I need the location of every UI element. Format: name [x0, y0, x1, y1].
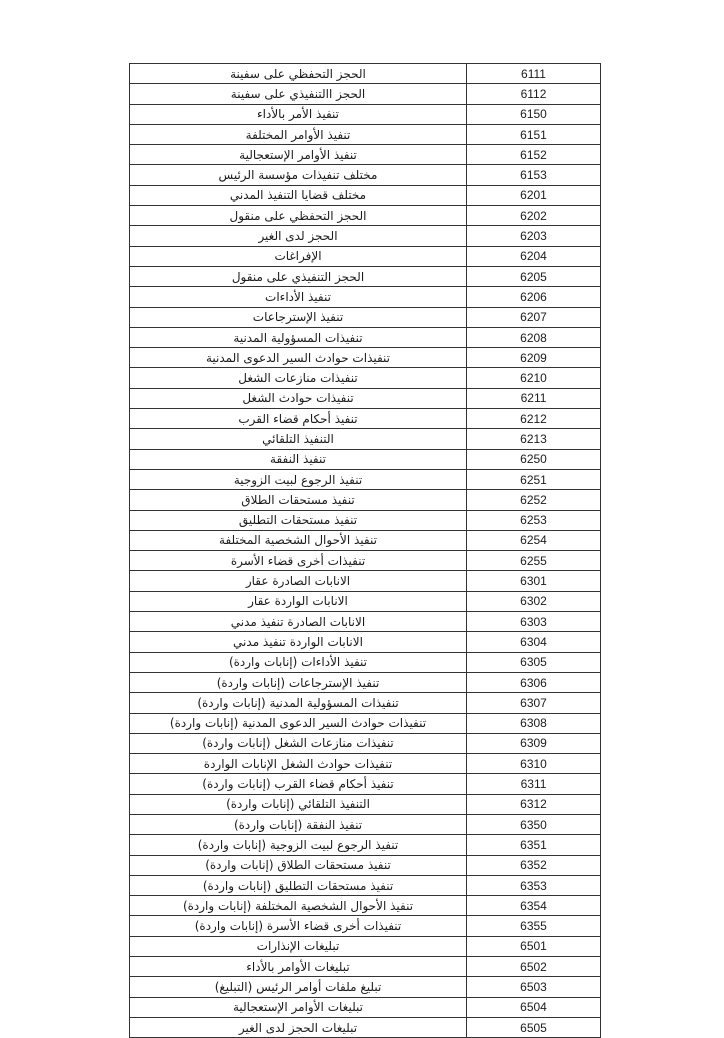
- procedure-code-cell: 6310: [467, 754, 601, 774]
- table-row: [130, 733, 601, 753]
- table-row: [130, 571, 601, 591]
- procedure-label-cell: الحجز االتنفيذي على سفينة: [130, 84, 467, 104]
- table-row: [130, 348, 601, 368]
- procedure-label-cell: التنفيذ التلقائي: [130, 429, 467, 449]
- procedure-label-cell: تنفيذ النفقة (إنابات واردة): [130, 814, 467, 834]
- procedure-code-cell: 6253: [467, 510, 601, 530]
- procedure-code-cell: 6355: [467, 916, 601, 936]
- table-row: [130, 693, 601, 713]
- table-row: [130, 246, 601, 266]
- procedure-label-cell: تنفيذات أخرى قضاء الأسرة: [130, 551, 467, 571]
- procedure-label-cell: مختلف قضايا التنفيذ المدني: [130, 185, 467, 205]
- procedure-code-cell: 6204: [467, 246, 601, 266]
- table-row: [130, 612, 601, 632]
- procedure-code-cell: 6304: [467, 632, 601, 652]
- procedure-label-cell: تنفيذ أحكام قضاء القرب: [130, 409, 467, 429]
- procedure-label-cell: تنفيذ الإسترجاعات: [130, 307, 467, 327]
- table-row: [130, 226, 601, 246]
- table-row: [130, 165, 601, 185]
- procedure-label-cell: التنفيذ التلقائي (إنابات واردة): [130, 794, 467, 814]
- procedure-label-cell: تنفيذ الأوامر الإستعجالية: [130, 145, 467, 165]
- procedure-code-cell: 6254: [467, 530, 601, 550]
- table-row: [130, 409, 601, 429]
- procedure-label-cell: تنفيذ مستحقات الطلاق (إنابات واردة): [130, 855, 467, 875]
- procedure-label-cell: تنفيذات أخرى قضاء الأسرة (إنابات واردة): [130, 916, 467, 936]
- procedure-code-cell: 6205: [467, 266, 601, 286]
- procedure-code-cell: 6212: [467, 409, 601, 429]
- procedure-label-cell: تنفيذات المسؤولية المدنية: [130, 327, 467, 347]
- table-row: [130, 713, 601, 733]
- table-row: [130, 774, 601, 794]
- procedure-label-cell: تنفيذ الأمر بالأداء: [130, 104, 467, 124]
- procedure-label-cell: تنفيذ الأداءات (إنابات واردة): [130, 652, 467, 672]
- table-row: [130, 977, 601, 997]
- table-row: [130, 672, 601, 692]
- procedure-label-cell: تنفيذات المسؤولية المدنية (إنابات واردة): [130, 693, 467, 713]
- procedure-code-cell: 6311: [467, 774, 601, 794]
- table-row: [130, 287, 601, 307]
- table-row: [130, 855, 601, 875]
- table-row: [130, 997, 601, 1017]
- procedure-label-cell: تنفيذ مستحقات التطليق (إنابات واردة): [130, 875, 467, 895]
- procedure-label-cell: تبليغات الإنذارات: [130, 936, 467, 956]
- table-row: [130, 266, 601, 286]
- procedure-label-cell: تنفيذات حوادث السير الدعوى المدنية: [130, 348, 467, 368]
- procedure-code-cell: 6350: [467, 814, 601, 834]
- table-row: [130, 916, 601, 936]
- procedure-code-cell: 6209: [467, 348, 601, 368]
- procedure-label-cell: تنفيذ الأحوال الشخصية المختلفة: [130, 530, 467, 550]
- procedure-code-cell: 6201: [467, 185, 601, 205]
- procedure-code-cell: 6352: [467, 855, 601, 875]
- table-row: [130, 368, 601, 388]
- procedure-label-cell: الحجز التحفظي على سفينة: [130, 64, 467, 84]
- procedure-label-cell: الانابات الصادرة تنفيذ مدني: [130, 612, 467, 632]
- procedure-code-cell: 6353: [467, 875, 601, 895]
- procedure-label-cell: تنفيذ أحكام قضاء القرب (إنابات واردة): [130, 774, 467, 794]
- procedure-code-cell: 6307: [467, 693, 601, 713]
- procedure-code-cell: 6111: [467, 64, 601, 84]
- procedure-code-cell: 6504: [467, 997, 601, 1017]
- procedure-label-cell: تنفيذات حوادث الشغل الإنابات الواردة: [130, 754, 467, 774]
- procedure-label-cell: الانابات الواردة تنفيذ مدني: [130, 632, 467, 652]
- procedure-code-cell: 6303: [467, 612, 601, 632]
- procedure-code-cell: 6151: [467, 124, 601, 144]
- table-body: [130, 64, 601, 1038]
- table-row: [130, 875, 601, 895]
- table-row: [130, 510, 601, 530]
- procedure-code-cell: 6351: [467, 835, 601, 855]
- table-row: [130, 794, 601, 814]
- procedure-label-cell: تبليغ ملفات أوامر الرئيس (التبليغ): [130, 977, 467, 997]
- procedure-code-cell: 6213: [467, 429, 601, 449]
- table-row: [130, 84, 601, 104]
- table-row: [130, 814, 601, 834]
- procedure-label-cell: تنفيذ الإسترجاعات (إنابات واردة): [130, 672, 467, 692]
- procedure-code-cell: 6150: [467, 104, 601, 124]
- table-row: [130, 652, 601, 672]
- procedure-label-cell: تبليغات الأوامر الإستعجالية: [130, 997, 467, 1017]
- procedure-code-cell: 6112: [467, 84, 601, 104]
- table-row: [130, 551, 601, 571]
- table-row: [130, 591, 601, 611]
- table-row: [130, 206, 601, 226]
- table-row: [130, 632, 601, 652]
- procedure-label-cell: الحجز التحفظي على منقول: [130, 206, 467, 226]
- procedure-code-cell: 6309: [467, 733, 601, 753]
- procedure-code-cell: 6208: [467, 327, 601, 347]
- procedure-code-cell: 6308: [467, 713, 601, 733]
- procedure-code-cell: 6203: [467, 226, 601, 246]
- table-row: [130, 957, 601, 977]
- procedure-code-cell: 6210: [467, 368, 601, 388]
- procedure-label-cell: تنفيذات حوادث الشغل: [130, 388, 467, 408]
- procedure-label-cell: تنفيذ مستحقات الطلاق: [130, 490, 467, 510]
- procedure-code-cell: 6501: [467, 936, 601, 956]
- procedure-code-cell: 6202: [467, 206, 601, 226]
- table-row: [130, 307, 601, 327]
- table-row: [130, 835, 601, 855]
- procedure-label-cell: تنفيذات منازعات الشغل: [130, 368, 467, 388]
- procedure-label-cell: تنفيذ النفقة: [130, 449, 467, 469]
- procedure-label-cell: تنفيذ الأوامر المختلفة: [130, 124, 467, 144]
- table-row: [130, 327, 601, 347]
- procedure-code-cell: 6502: [467, 957, 601, 977]
- table-row: [130, 490, 601, 510]
- procedure-label-cell: تنفيذ الرجوع لبيت الزوجية (إنابات واردة): [130, 835, 467, 855]
- procedure-label-cell: تنفيذات منازعات الشغل (إنابات واردة): [130, 733, 467, 753]
- table-row: [130, 104, 601, 124]
- table-row: [130, 754, 601, 774]
- procedure-code-cell: 6312: [467, 794, 601, 814]
- procedure-code-cell: 6152: [467, 145, 601, 165]
- procedure-label-cell: تنفيذات حوادث السير الدعوى المدنية (إنابات واردة): [130, 713, 467, 733]
- table-row: [130, 530, 601, 550]
- table-row: [130, 469, 601, 489]
- procedure-code-cell: 6252: [467, 490, 601, 510]
- table-row: [130, 429, 601, 449]
- procedure-label-cell: الانابات الواردة عقار: [130, 591, 467, 611]
- procedure-label-cell: تنفيذ الرجوع لبيت الزوجية: [130, 469, 467, 489]
- procedure-code-cell: 6250: [467, 449, 601, 469]
- table-row: [130, 896, 601, 916]
- table-row: [130, 936, 601, 956]
- procedure-code-cell: 6505: [467, 1017, 601, 1037]
- procedure-label-cell: تنفيذ مستحقات التطليق: [130, 510, 467, 530]
- procedure-label-cell: الإفراغات: [130, 246, 467, 266]
- table-row: [130, 185, 601, 205]
- procedure-code-cell: 6206: [467, 287, 601, 307]
- procedure-code-cell: 6211: [467, 388, 601, 408]
- procedure-code-cell: 6305: [467, 652, 601, 672]
- procedure-label-cell: تنفيذ الأحوال الشخصية المختلفة (إنابات واردة): [130, 896, 467, 916]
- procedure-code-cell: 6255: [467, 551, 601, 571]
- procedure-code-cell: 6251: [467, 469, 601, 489]
- procedure-label-cell: الانابات الصادرة عقار: [130, 571, 467, 591]
- procedure-label-cell: تنفيذ الأداءات: [130, 287, 467, 307]
- procedure-code-cell: 6306: [467, 672, 601, 692]
- procedure-code-cell: 6153: [467, 165, 601, 185]
- procedure-code-cell: 6302: [467, 591, 601, 611]
- table-row: [130, 449, 601, 469]
- table-row: [130, 64, 601, 84]
- procedure-codes-table: [129, 63, 601, 1038]
- procedure-code-cell: 6207: [467, 307, 601, 327]
- procedure-code-cell: 6301: [467, 571, 601, 591]
- procedure-label-cell: مختلف تنفيذات مؤسسة الرئيس: [130, 165, 467, 185]
- procedure-label-cell: تبليغات الأوامر بالأداء: [130, 957, 467, 977]
- procedure-code-cell: 6354: [467, 896, 601, 916]
- table-row: [130, 388, 601, 408]
- table-row: [130, 124, 601, 144]
- procedure-code-cell: 6503: [467, 977, 601, 997]
- table-row: [130, 145, 601, 165]
- table-row: [130, 1017, 601, 1037]
- procedure-label-cell: تبليغات الحجز لدى الغير: [130, 1017, 467, 1037]
- procedure-label-cell: الحجز التنفيذي على منقول: [130, 266, 467, 286]
- procedure-label-cell: الحجز لدى الغير: [130, 226, 467, 246]
